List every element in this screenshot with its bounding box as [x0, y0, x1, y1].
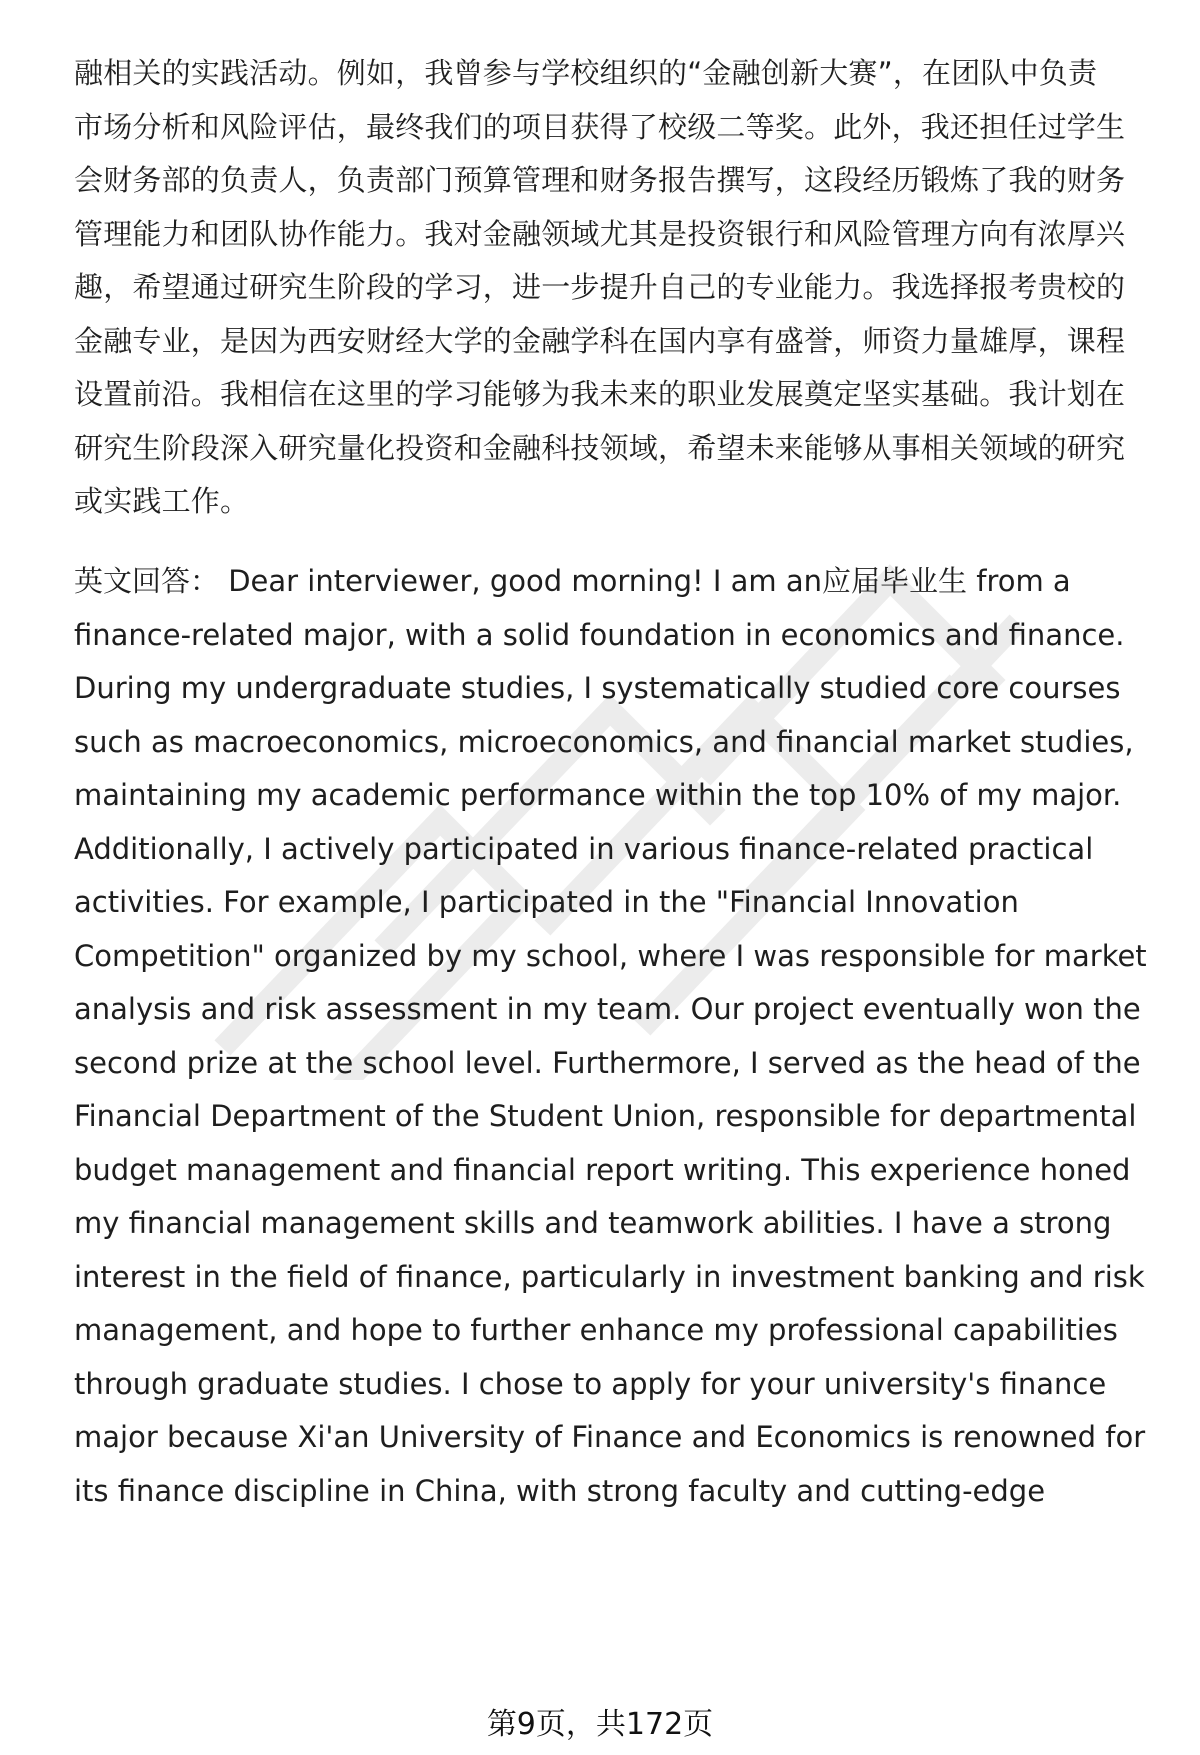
text-line: 融相关的实践活动。例如，我曾参与学校组织的“金融创新大赛”，在团队中负责 — [74, 56, 1098, 90]
text-line: Financial Department of the Student Union, responsible for departmental — [74, 1099, 1137, 1133]
text-line: 会财务部的负责人，负责部门预算管理和财务报告撰写，这段经历锻炼了我的财务 — [74, 163, 1126, 197]
text-line: maintaining my academic performance within the top 10% of my major. — [74, 778, 1122, 812]
text-line: its finance discipline in China, with strong faculty and cutting-edge — [74, 1474, 1046, 1508]
text-line: 设置前沿。我相信在这里的学习能够为我未来的职业发展奠定坚实基础。我计划在 — [74, 377, 1126, 411]
text-line: my financial management skills and teamwork abilities. I have a strong — [74, 1206, 1112, 1240]
text-line: Competition" organized by my school, where I was responsible for market — [74, 939, 1147, 973]
text-line: interest in the field of finance, particularly in investment banking and risk — [74, 1260, 1145, 1294]
text-line: through graduate studies. I chose to apply for your university's finance — [74, 1367, 1107, 1401]
text-line: management, and hope to further enhance my professional capabilities — [74, 1313, 1118, 1347]
text-line: 市场分析和风险评估，最终我们的项目获得了校级二等奖。此外，我还担任过学生 — [74, 110, 1126, 144]
text-line: 英文回答： Dear interviewer, good morning! I am an应届毕业生 from a — [74, 564, 1071, 598]
text-line: 或实践工作。 — [74, 484, 250, 518]
text-line: analysis and risk assessment in my team. Our project eventually won the — [74, 992, 1141, 1026]
text-line: 研究生阶段深入研究量化投资和金融科技领域，希望未来能够从事相关领域的研究 — [74, 431, 1126, 465]
text-line: such as macroeconomics, microeconomics, and financial market studies, — [74, 725, 1134, 759]
text-line: 金融专业，是因为西安财经大学的金融学科在国内享有盛誉，师资力量雄厚，课程 — [74, 324, 1126, 358]
text-line: Additionally, I actively participated in various finance-related practical — [74, 832, 1094, 866]
text-line: major because Xi'an University of Finance and Economics is renowned for — [74, 1420, 1146, 1454]
text-line: finance-related major, with a solid foundation in economics and finance. — [74, 618, 1125, 652]
text-line: second prize at the school level. Furthermore, I served as the head of the — [74, 1046, 1141, 1080]
text-line: During my undergraduate studies, I systematically studied core courses — [74, 671, 1121, 705]
text-line: activities. For example, I participated in the "Financial Innovation — [74, 885, 1019, 919]
text-line: 管理能力和团队协作能力。我对金融领域尤其是投资银行和风险管理方向有浓厚兴 — [74, 217, 1126, 251]
text-line: budget management and financial report writing. This experience honed — [74, 1153, 1131, 1187]
page-number-footer: 第9页，共172页 — [486, 1707, 714, 1742]
text-line: 趣，希望通过研究生阶段的学习，进一步提升自己的专业能力。我选择报考贵校的 — [74, 270, 1126, 304]
